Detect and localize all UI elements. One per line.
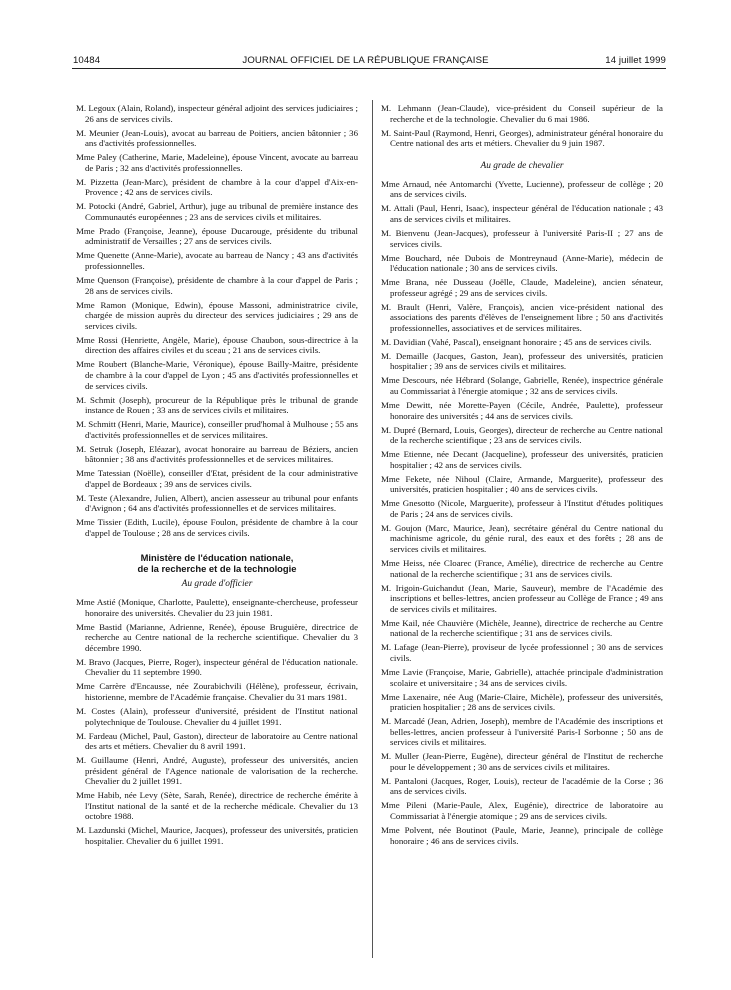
entry: M. Schmitt (Henri, Marie, Maurice), conseiller prud'homal à Mulhouse ; 55 ans d'activités professionnelles et de services militaires. [76, 419, 358, 440]
entry: Mme Gnesotto (Nicole, Marguerite), professeur à l'Institut d'études politiques de Paris ; 24 ans de services civils. [381, 498, 663, 519]
journal-title: JOURNAL OFFICIEL DE LA RÉPUBLIQUE FRANÇAISE [242, 55, 489, 66]
entry: M. Schmit (Joseph), procureur de la République près le tribunal de grande instance de Rouen ; 33 ans de services civils et militaires. [76, 394, 358, 416]
entry: M. Guillaume (Henri, André, Auguste), professeur des universités, ancien président général de l'Agence nationale de valorisation de la recherche. Chevalier du 2 juillet 1991. [76, 755, 358, 787]
entry: Mme Etienne, née Decant (Jacqueline), professeur des universités, praticien hospitalier ; 42 ans de services civils. [381, 449, 663, 470]
grade-heading-officier: Au grade d'officier [181, 579, 253, 590]
entry: M. Bienvenu (Jean-Jacques), professeur à l'université Paris-II ; 27 ans de services civils. [381, 227, 663, 249]
entry: Mme Prado (Françoise, Jeanne), épouse Ducarouge, présidente du tribunal administratif de Versailles ; 27 ans de services civils. [76, 225, 358, 247]
header-rule [72, 68, 666, 69]
entry: M. Lafage (Jean-Pierre), proviseur de lycée professionnel ; 30 ans de services civils. [381, 642, 663, 663]
entry: Mme Paley (Catherine, Marie, Madeleine), épouse Vincent, avocate au barreau de Paris ; 32 ans d'activités professionnelles. [76, 152, 358, 173]
entry: M. Irigoin-Guichandut (Jean, Marie, Sauveur), membre de l'Académie des inscriptions et belles-lettres, ancien professeur au Collège de France ; 49 ans de services civils et militaires. [381, 582, 663, 614]
entry: M. Pantaloni (Jacques, Roger, Louis), recteur de l'académie de la Corse ; 36 ans de services civils. [381, 775, 663, 797]
entry: M. Dupré (Bernard, Louis, Georges), directeur de recherche au Centre national de la recherche scientifique ; 23 ans de services civils. [381, 424, 663, 446]
entry: M. Lazdunski (Michel, Maurice, Jacques), professeur des universités, praticien hospitalier. Chevalier du 6 juillet 1991. [76, 825, 358, 847]
entry: Mme Carrère d'Encausse, née Zourabichvili (Hélène), professeur, écrivain, historienne, membre de l'Académie française. Chevalier du 31 mars 1981. [76, 681, 358, 702]
entry: Mme Quenson (Françoise), présidente de chambre à la cour d'appel de Paris ; 28 ans de services civils. [76, 275, 358, 296]
section-title-line: Ministère de l'éducation nationale, [140, 551, 294, 563]
entry: M. Lehmann (Jean-Claude), vice-président du Conseil supérieur de la recherche et de la technologie. Chevalier du 6 mai 1986. [381, 103, 663, 124]
section-title [76, 552, 358, 574]
left-column [76, 103, 358, 948]
entry: Mme Arnaud, née Antomarchi (Yvette, Lucienne), professeur de collège ; 20 ans de services civils. [381, 178, 663, 200]
entry: Mme Bastid (Marianne, Adrienne, Renée), épouse Bruguière, directrice de recherche au Centre national de la recherche scientifique. Chevalier du 3 décembre 1990. [76, 621, 358, 653]
entry: Mme Fekete, née Nihoul (Claire, Armande, Marguerite), professeur des universités, praticien hospitalier ; 40 ans de services civils. [381, 473, 663, 495]
grade-heading-chevalier: Au grade de chevalier [480, 160, 564, 171]
entry: M. Costes (Alain), professeur d'université, président de l'Institut national polytechnique de Toulouse. Chevalier du 4 juillet 1991. [76, 705, 358, 727]
right-column [381, 103, 663, 963]
entry: M. Muller (Jean-Pierre, Eugène), directeur général de l'Institut de recherche pour le développement ; 30 ans de services civils et militaires. [381, 751, 663, 772]
entry: Mme Heiss, née Cloarec (France, Amélie), directrice de recherche au Centre national de la recherche scientifique ; 31 ans de services civils. [381, 558, 663, 579]
entry: M. Meunier (Jean-Louis), avocat au barreau de Poitiers, ancien bâtonnier ; 36 ans d'activités professionnelles. [76, 127, 358, 149]
entry: Mme Kail, née Chauvière (Michèle, Jeanne), directrice de recherche au Centre national de la recherche scientifique ; 31 ans de services civils. [381, 617, 663, 639]
entry: M. Brault (Henri, Valère, François), ancien vice-président national des associations des parents d'élèves de l'enseignement libre ; 50 ans d'activités professionnelles, associatives et de services militaires. [381, 301, 663, 333]
entry-list [76, 597, 358, 847]
entry: M. Marcadé (Jean, Adrien, Joseph), membre de l'Académie des inscriptions et belles-lettres, ancien professeur à l'université Paris-I Sorbonne ; 50 ans de services civils et militaires. [381, 716, 663, 748]
entry: Mme Bouchard, née Dubois de Montreynaud (Anne-Marie), médecin de l'éducation nationale ; 30 ans de services civils. [381, 252, 663, 274]
entry: Mme Dewitt, née Morette-Payen (Cécile, Andrée, Paulette), professeur honoraire des universités ; 44 ans de services civils. [381, 399, 663, 421]
entry-list [381, 103, 663, 149]
entry: Mme Descours, née Hébrard (Solange, Gabrielle, Renée), inspectrice générale au Commissariat à l'énergie atomique ; 32 ans de services civils. [381, 375, 663, 396]
entry: Mme Ramon (Monique, Edwin), épouse Massoni, administratrice civile, chargée de mission auprès du directeur des services judiciaires ; 29 ans de services civils. [76, 299, 358, 331]
entry: Mme Roubert (Blanche-Marie, Véronique), épouse Bailly-Maitre, présidente de chambre à la cour d'appel de Lyon ; 45 ans d'activités professionnelles et de services civils. [76, 359, 358, 391]
entry-list [76, 103, 358, 539]
column-divider [372, 100, 373, 958]
entry: Mme Quenette (Anne-Marie), avocate au barreau de Nancy ; 43 ans d'activités professionnelles. [76, 250, 358, 272]
entry: Mme Habib, née Levy (Sète, Sarah, Renée), directrice de recherche émérite à l'Institut national de la santé et de la recherche médicale. Chevalier du 13 octobre 1988. [76, 790, 358, 822]
entry: M. Fardeau (Michel, Paul, Gaston), directeur de laboratoire au Centre national des arts et métiers. Chevalier du 8 avril 1991. [76, 730, 358, 752]
entry: Mme Brana, née Dusseau (Joëlle, Claude, Madeleine), ancien sénateur, professeur agrégé ; 29 ans de services civils. [381, 277, 663, 298]
entry: Mme Pileni (Marie-Paule, Alex, Eugénie), directrice de laboratoire au Commissariat à l'énergie atomique ; 29 ans de services civils. [381, 800, 663, 822]
entry: M. Bravo (Jacques, Pierre, Roger), inspecteur général de l'éducation nationale. Chevalier du 11 septembre 1990. [76, 656, 358, 678]
issue-date: 14 juillet 1999 [605, 55, 666, 66]
entry: M. Teste (Alexandre, Julien, Albert), ancien assesseur au tribunal pour enfants d'Avignon ; 64 ans d'activités professionnelles et de services militaires. [76, 492, 358, 514]
entry: Mme Tissier (Edith, Lucile), épouse Foulon, présidente de chambre à la cour d'appel de Toulouse ; 28 ans de services civils. [76, 517, 358, 539]
entry: M. Setruk (Joseph, Eléazar), avocat honoraire au barreau de Béziers, ancien bâtonnier ; 38 ans d'activités professionnelles et de services militaires. [76, 443, 358, 465]
entry: Mme Rossi (Henriette, Angèle, Marie), épouse Chaubon, sous-directrice à la direction des affaires civiles et du sceau ; 21 ans de services civils. [76, 334, 358, 356]
entry: M. Potocki (André, Gabriel, Arthur), juge au tribunal de première instance des Communautés européennes ; 23 ans de services civils et militaires. [76, 201, 358, 222]
page-number: 10484 [73, 55, 101, 66]
entry: M. Goujon (Marc, Maurice, Jean), secrétaire général du Centre national du machinisme agricole, du génie rural, des eaux et des forêts ; 28 ans de services civils et militaires. [381, 522, 663, 555]
section-title-line: de la recherche et de la technologie [137, 562, 297, 574]
entry: M. Demaille (Jacques, Gaston, Jean), professeur des universités, praticien hospitalier ; 39 ans de services civils et militaires. [381, 350, 663, 372]
entry: Mme Polvent, née Boutinot (Paule, Marie, Jeanne), principale de collège honoraire ; 46 ans de services civils. [381, 825, 663, 846]
entry: Mme Tatessian (Noëlle), conseiller d'Etat, président de la cour administrative d'appel de Bordeaux ; 39 ans de services civils. [76, 468, 358, 489]
entry: Mme Astié (Monique, Charlotte, Paulette), enseignante-chercheuse, professeur honoraire des universités. Chevalier du 23 juin 1981. [76, 597, 358, 618]
entry: Mme Lavie (Françoise, Marie, Gabrielle), attachée principale d'administration scolaire et universitaire ; 34 ans de services civils. [381, 666, 663, 688]
entry: M. Pizzetta (Jean-Marc), président de chambre à la cour d'appel d'Aix-en-Provence ; 42 ans de services civils. [76, 176, 358, 198]
entry-list [381, 179, 663, 846]
entry: M. Legoux (Alain, Roland), inspecteur général adjoint des services judiciaires ; 26 ans de services civils. [76, 103, 358, 124]
entry: Mme Laxenaire, née Aug (Marie-Claire, Michèle), professeur des universités, praticien hospitalier ; 28 ans de services civils. [381, 691, 663, 713]
entry: M. Davidian (Vahé, Pascal), enseignant honoraire ; 45 ans de services civils. [381, 336, 652, 347]
entry: M. Saint-Paul (Raymond, Henri, Georges), administrateur général honoraire du Centre national des arts et métiers. Chevalier du 9 juin 1987. [381, 127, 663, 149]
entry: M. Attali (Paul, Henri, Isaac), inspecteur général de l'éducation nationale ; 43 ans de services civils et militaires. [381, 203, 663, 224]
